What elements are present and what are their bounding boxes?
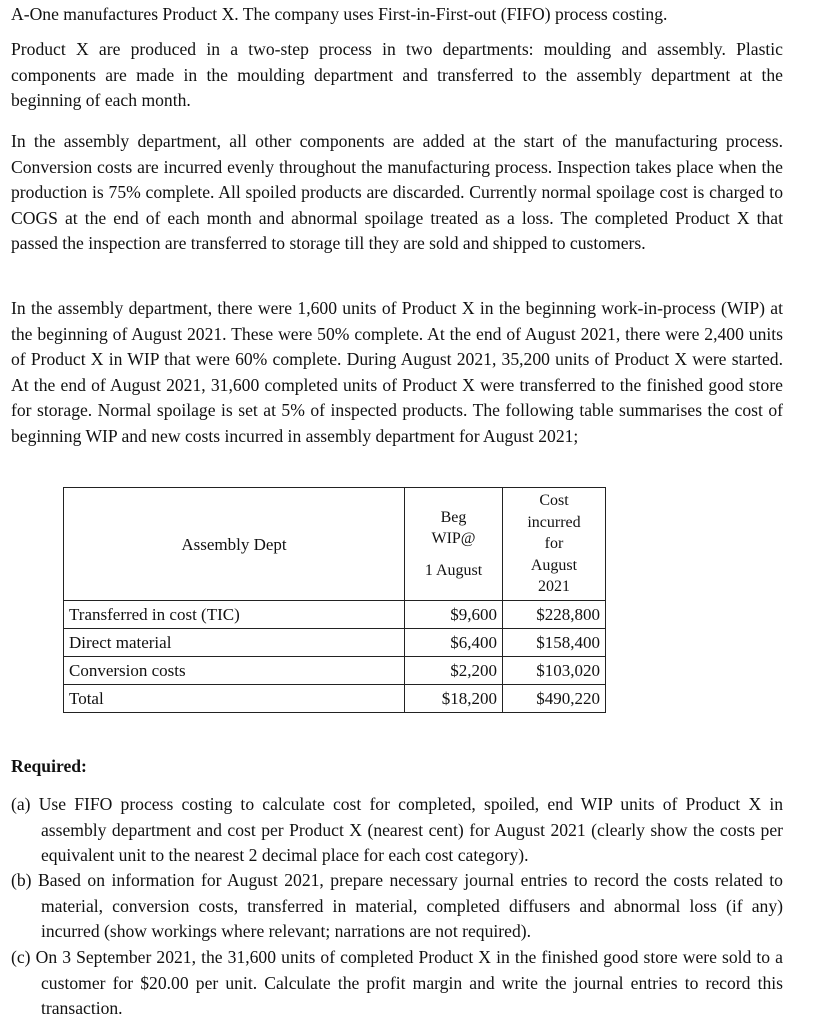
header-cost-line2: incurred: [527, 513, 581, 531]
header-cost-line5: 2021: [538, 578, 570, 596]
header-cost-incurred: [503, 488, 606, 601]
row-label: Total: [64, 685, 405, 713]
required-heading: Required:: [11, 756, 87, 776]
header-beg-wip-line3: 1 August: [424, 561, 483, 579]
cost-table: [63, 487, 606, 713]
process-paragraph: Product X are produced in a two-step process in two departments: moulding and assembly. Plastic components are made in the moulding department and transferred to the assembly department at the beginning of each month.: [11, 39, 783, 111]
requirement-b-text: Based on information for August 2021, prepare necessary journal entries to record the costs related to material, conversion costs, transferred in material, completed diffusers and abnormal loss (if any) incurred (show workings where relevant; narrations are not required).: [37, 870, 783, 941]
row-beg-value: $2,200: [405, 657, 503, 685]
row-beg-value: $6,400: [405, 629, 503, 657]
assembly-paragraph: In the assembly department, all other components are added at the start of the manufacturing process. Conversion costs are incurred evenly throughout the manufacturing process. Inspection takes place when the production is 75% complete. All spoiled products are discarded. Currently normal spoilage cost is charged to COGS at the end of each month and abnormal spoilage treated as a loss. The completed Product X that passed the inspection are transferred to storage till they are sold and shipped to customers.: [11, 131, 783, 254]
header-beg-wip: [405, 488, 503, 601]
requirement-c: [11, 945, 783, 1022]
row-label: Transferred in cost (TIC): [64, 601, 405, 629]
requirement-b: [11, 868, 783, 945]
header-cost-line3: for: [544, 535, 564, 553]
header-assembly-dept: Assembly Dept: [64, 488, 405, 601]
requirement-c-marker: (c): [11, 947, 31, 967]
data-paragraph: In the assembly department, there were 1,600 units of Product X in the beginning work-in-process (WIP) at the beginning of August 2021. These were 50% complete. At the end of August 2021, there were 2,400 units of Product X in WIP that were 60% complete. During August 2021, 35,200 units of Product X were started. At the end of August 2021, 31,600 completed units of Product X were transferred to the finished good store for storage. Normal spoilage is set at 5% of inspected products. The following table summarises the cost of beginning WIP and new costs incurred in assembly department for August 2021;: [11, 298, 783, 446]
row-label: Direct material: [64, 629, 405, 657]
row-incurred-value: $158,400: [503, 629, 606, 657]
requirement-a-text: Use FIFO process costing to calculate cost for completed, spoiled, end WIP units of Product X in assembly department and cost per Product X (nearest cent) for August 2021 (clearly show the costs per equivalent unit to the nearest 2 decimal place for each cost category).: [38, 794, 784, 865]
row-beg-value: $9,600: [405, 601, 503, 629]
row-label: Conversion costs: [64, 657, 405, 685]
header-cost-line4: August: [530, 556, 578, 574]
table-row-total: [64, 685, 606, 713]
header-beg-wip-line2: WIP@: [431, 530, 476, 548]
header-cost-line1: Cost: [539, 492, 569, 510]
row-incurred-value: $490,220: [503, 685, 606, 713]
requirement-c-text: On 3 September 2021, the 31,600 units of completed Product X in the finished good store were sold to a customer for $20.00 per unit. Calculate the profit margin and write the journal entries to record this transaction.: [35, 947, 783, 1018]
table-header-row: [64, 488, 606, 601]
row-incurred-value: $228,800: [503, 601, 606, 629]
intro-paragraph: A-One manufactures Product X. The company uses First-in-First-out (FIFO) process costing.: [11, 4, 668, 24]
table-row: [64, 657, 606, 685]
requirement-b-marker: (b): [11, 870, 32, 890]
requirement-a: [11, 792, 783, 869]
table-row: [64, 601, 606, 629]
requirement-a-marker: (a): [11, 794, 31, 814]
row-incurred-value: $103,020: [503, 657, 606, 685]
header-beg-wip-line1: Beg: [440, 508, 467, 526]
table-row: [64, 629, 606, 657]
row-beg-value: $18,200: [405, 685, 503, 713]
